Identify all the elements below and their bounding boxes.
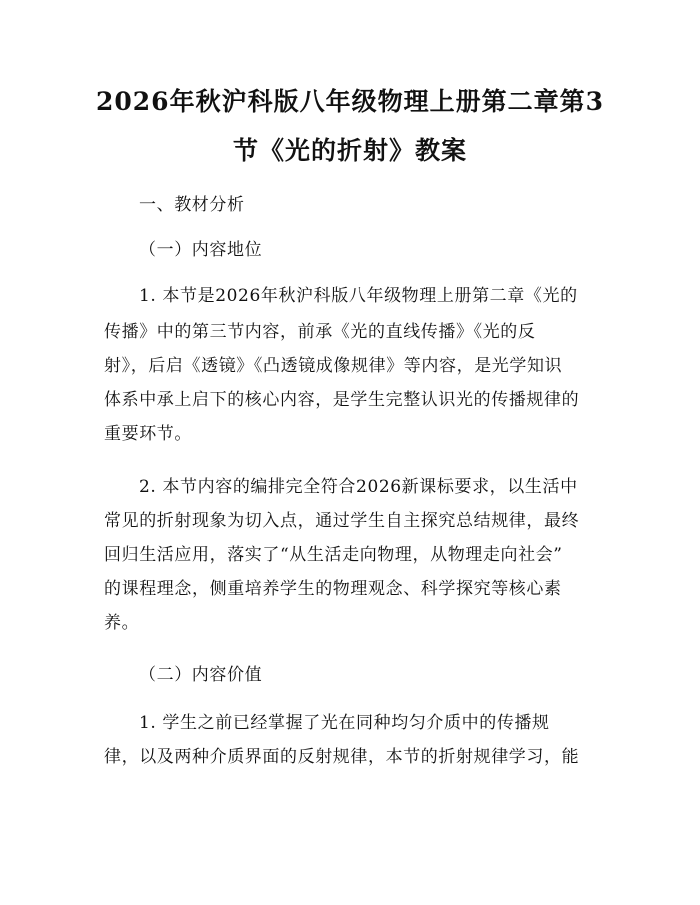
subsection-heading-content-value: （二）内容价值 — [139, 665, 263, 685]
document-title-line-2: 节《光的折射》教案 — [232, 136, 467, 165]
section-heading: 一、教材分析 — [139, 195, 245, 215]
subsection-heading-content-position: （一）内容地位 — [139, 240, 263, 260]
paragraph-line: 常见的折射现象为切入点，通过学生自主探究总结规律，最终 — [104, 511, 580, 531]
paragraph-line: 重要环节。 — [104, 424, 192, 444]
paragraph-line: 1. 本节是2026年秋沪科版八年级物理上册第二章《光的 — [139, 286, 578, 306]
paragraph-line: 1. 学生之前已经掌握了光在同种均匀介质中的传播规 — [139, 713, 550, 733]
paragraph-line: 律，以及两种介质界面的反射规律，本节的折射规律学习，能 — [104, 747, 580, 767]
paragraph-line: 的课程理念，侧重培养学生的物理观念、科学探究等核心素 — [104, 579, 562, 599]
paragraph-line: 回归生活应用，落实了“从生活走向物理，从物理走向社会” — [104, 545, 563, 565]
paragraph-line: 射》，后启《透镜》《凸透镜成像规律》等内容，是光学知识 — [104, 356, 563, 376]
document-title-line-1: 2026年秋沪科版八年级物理上册第二章第3 — [96, 87, 604, 116]
paragraph-line: 体系中承上启下的核心内容，是学生完整认识光的传播规律的 — [104, 390, 580, 410]
paragraph-line: 2. 本节内容的编排完全符合2026新课标要求，以生活中 — [139, 477, 578, 497]
paragraph-line: 传播》中的第三节内容，前承《光的直线传播》《光的反 — [104, 322, 536, 342]
paragraph-line: 养。 — [104, 613, 140, 633]
